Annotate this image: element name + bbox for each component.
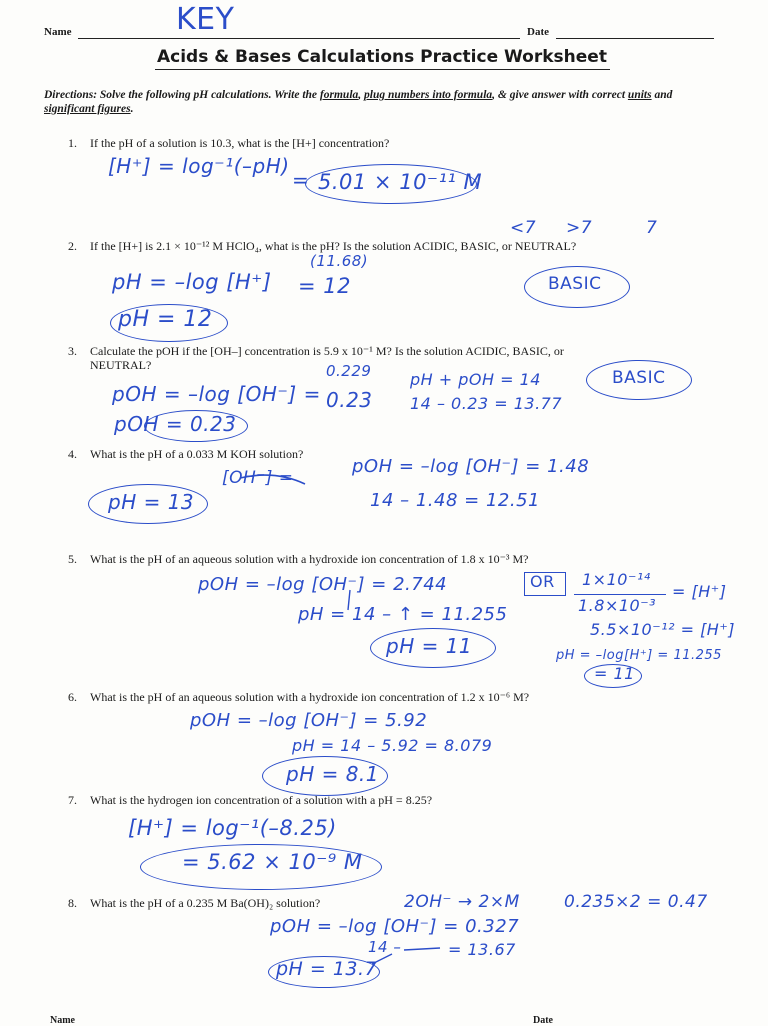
directions-text: Solve the following pH calculations. Write the xyxy=(97,89,320,101)
footer-name-label: Name xyxy=(50,1015,75,1026)
directions-formula: formula xyxy=(319,89,359,101)
q3-basic: BASIC xyxy=(612,368,666,388)
directions-sep: , xyxy=(358,89,365,101)
key-handwriting: KEY xyxy=(176,2,235,37)
q2-formula: pH = –log [H⁺] xyxy=(112,270,272,294)
question-number: 7. xyxy=(68,793,77,807)
q6-calc: pH = 14 – 5.92 = 8.079 xyxy=(292,736,493,755)
page-title: Acids & Bases Calculations Practice Worksheet xyxy=(157,47,607,67)
q5-final: pH = 11 xyxy=(386,634,473,658)
q5-numerator: 1×10⁻¹⁴ xyxy=(582,570,651,589)
directions-lead: Directions: xyxy=(44,89,98,101)
directions-units: units xyxy=(627,89,652,101)
q1-formula: [H⁺] = log⁻¹(–pH) xyxy=(108,154,290,178)
question-text-cont: NEUTRAL? xyxy=(90,358,152,372)
q5-denominator: 1.8×10⁻³ xyxy=(578,596,657,615)
directions-end: . xyxy=(130,103,134,115)
q8-calc-result: = 13.67 xyxy=(448,940,516,959)
q4-formula: pOH = –log [OH⁻] = 1.48 xyxy=(352,456,590,477)
question-number: 8. xyxy=(68,896,77,910)
q5-h-conc: 5.5×10⁻¹² = [H⁺] xyxy=(590,620,736,639)
footer-date-label: Date xyxy=(533,1015,553,1026)
q5-formula: pOH = –log [OH⁻] = 2.744 xyxy=(198,574,448,595)
q3-raw: 0.229 xyxy=(326,362,372,380)
q6-final: pH = 8.1 xyxy=(286,762,380,786)
q2-scale-base: >7 xyxy=(566,218,593,238)
q8-note1: 2OH⁻ → 2×M xyxy=(404,892,520,912)
q4-final: pH = 13 xyxy=(108,490,195,514)
q3-final: pOH = 0.23 xyxy=(114,412,237,436)
directions-text2: , & give answer with correct xyxy=(492,89,628,101)
q3-formula: pOH = –log [OH⁻] = xyxy=(112,382,321,406)
directions-plug: plug numbers into formula xyxy=(364,89,493,101)
question-number: 1. xyxy=(68,136,77,150)
q8-note2: 0.235×2 = 0.47 xyxy=(564,892,708,912)
question-number: 2. xyxy=(68,239,77,253)
q1-answer: 5.01 × 10⁻¹¹ M xyxy=(318,170,483,194)
q2-final: pH = 12 xyxy=(118,307,213,332)
q5-ink-arrow xyxy=(348,590,350,610)
q8-formula: pOH = –log [OH⁻] = 0.327 xyxy=(270,916,520,937)
q5-calc: pH = 14 – ↑ = 11.255 xyxy=(298,604,508,625)
q1-equals: = xyxy=(292,168,310,192)
question-number: 5. xyxy=(68,552,77,566)
q5-eqH: = [H⁺] xyxy=(672,582,727,601)
q7-formula: [H⁺] = log⁻¹(–8.25) xyxy=(128,816,337,840)
question-text: What is the pH of an aqueous solution with a hydroxide ion concentration of 1.2 x 10⁻⁶ M? xyxy=(90,690,530,704)
directions-sigfigs: significant figures xyxy=(44,103,131,115)
q5-final2: = 11 xyxy=(594,664,635,683)
q4-calc: 14 – 1.48 = 12.51 xyxy=(370,490,540,511)
q2-raw: (11.68) xyxy=(310,252,369,270)
q8-final: pH = 13.7 xyxy=(276,958,378,980)
directions-and: and xyxy=(651,89,673,101)
q2-scale-acid: <7 xyxy=(510,218,537,238)
q3-value: 0.23 xyxy=(326,388,373,412)
question-number: 6. xyxy=(68,690,77,704)
question-text: What is the pH of a 0.033 M KOH solution? xyxy=(90,447,304,461)
q8-calc: 14 – xyxy=(368,938,402,956)
q8-ink-stroke xyxy=(372,954,392,964)
question-text: If the pH of a solution is 10.3, what is the [H+] concentration? xyxy=(90,136,390,150)
q4-bracket: [OH⁻] = xyxy=(222,468,294,488)
question-text: Calculate the pOH if the [OH–] concentration is 5.9 x 10⁻¹ M? Is the solution ACIDIC, BASIC, or xyxy=(90,344,564,358)
question-text: What is the hydrogen ion concentration of a solution with a pH = 8.25? xyxy=(90,793,433,807)
question-text: If the [H+] is 2.1 × 10⁻¹² M HClO₄, what is the pH? Is the solution ACIDIC, BASIC, or NEUTRAL? xyxy=(90,239,577,253)
q5-or: OR xyxy=(530,572,555,591)
q5-ph-calc: pH = –log[H⁺] = 11.255 xyxy=(556,648,722,663)
question-text: What is the pH of a 0.235 M Ba(OH)₂ solution? xyxy=(90,896,321,910)
q8-ink-arrow xyxy=(404,948,440,950)
q3-calc: 14 – 0.23 = 13.77 xyxy=(410,394,563,413)
date-label: Date xyxy=(527,26,549,38)
name-label: Name xyxy=(44,26,72,38)
question-number: 4. xyxy=(68,447,77,461)
q4-ink-arrow xyxy=(240,475,305,484)
q6-formula: pOH = –log [OH⁻] = 5.92 xyxy=(190,710,428,731)
q3-sum: pH + pOH = 14 xyxy=(410,370,541,389)
q7-final: = 5.62 × 10⁻⁹ M xyxy=(182,850,363,874)
q2-basic: BASIC xyxy=(548,274,602,294)
q2-value: = 12 xyxy=(298,274,351,298)
question-number: 3. xyxy=(68,344,77,358)
q2-scale-neutral: 7 xyxy=(646,218,658,238)
question-text: What is the pH of an aqueous solution with a hydroxide ion concentration of 1.8 x 10⁻³ M? xyxy=(90,552,529,566)
